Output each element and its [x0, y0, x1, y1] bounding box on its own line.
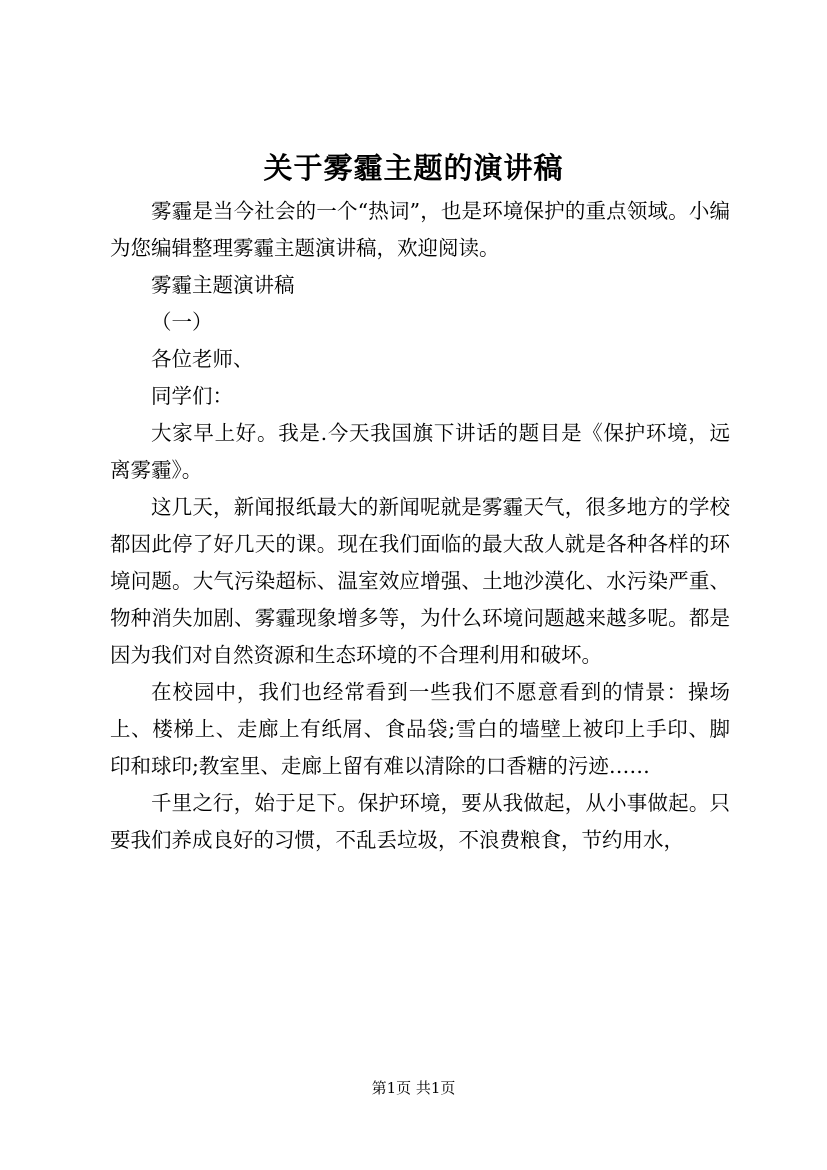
paragraph-section-number: （一）: [151, 310, 213, 334]
paragraph-salutation-students: 同学们：: [151, 384, 233, 408]
document-title: 关于雾霾主题的演讲稿: [263, 151, 564, 185]
page-footer: 第1页 共1页: [371, 1079, 456, 1097]
paragraph-greeting: 大家早上好。我是.今天我国旗下讲话的题目是《保护环境，远离雾霾》。: [110, 421, 730, 482]
paragraph-intro: 雾霾是当今社会的一个“热词”，也是环境保护的重点领域。小编为您编辑整理雾霾主题演讲稿，欢迎阅读。: [110, 199, 730, 260]
paragraph-salutation-teachers: 各位老师、: [151, 347, 254, 371]
paragraph-news: 这几天，新闻报纸最大的新闻呢就是雾霾天气，很多地方的学校都因此停了好几天的课。现在我们面临的最大敌人就是各种各样的环境问题。大气污染超标、温室效应增强、土地沙漠化、水污染严重、物种消失加剧、雾霾现象增多等，为什么环境问题越来越多呢。都是因为我们对自然资源和生态环境的不合理利用和破坏。: [110, 495, 730, 667]
paragraph-action: 千里之行，始于足下。保护环境，要从我做起，从小事做起。只要我们养成良好的习惯，不乱丢垃圾，不浪费粮食，节约用水，: [110, 791, 730, 852]
document-body: [110, 193, 730, 859]
paragraph-campus: 在校园中，我们也经常看到一些我们不愿意看到的情景：操场上、楼梯上、走廊上有纸屑、食品袋;雪白的墙壁上被印上手印、脚印和球印;教室里、走廊上留有难以清除的口香糖的污迹……: [110, 680, 730, 778]
paragraph-subtitle: 雾霾主题演讲稿: [151, 273, 295, 297]
